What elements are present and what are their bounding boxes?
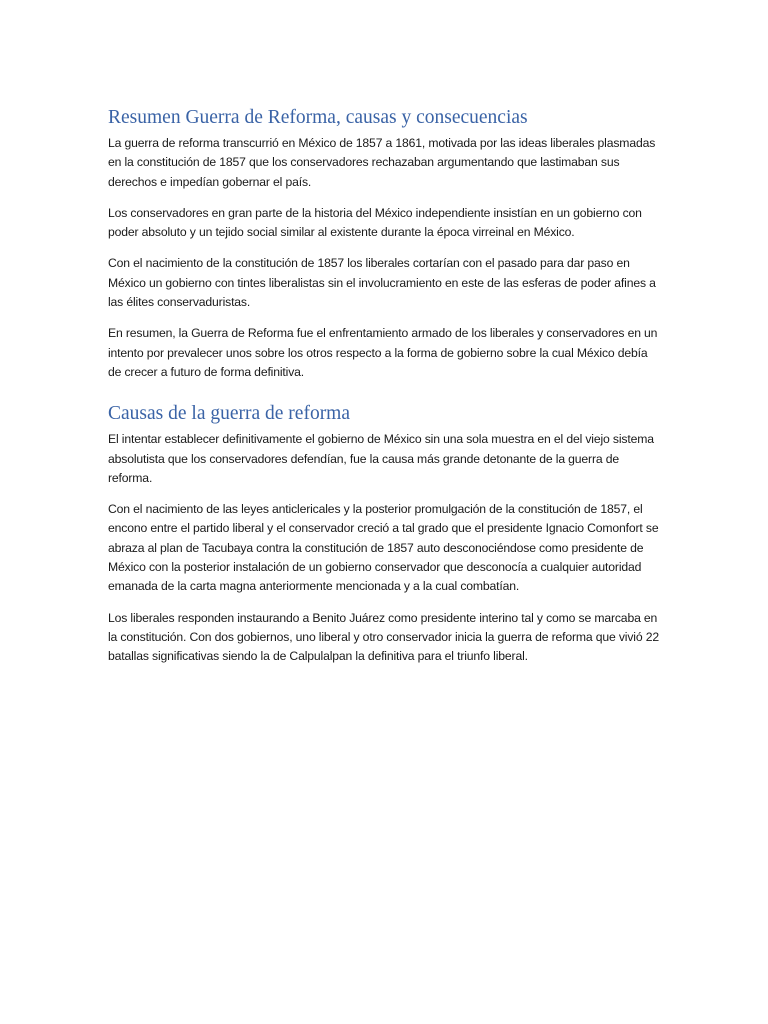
paragraph: La guerra de reforma transcurrió en México de 1857 a 1861, motivada por las ideas liberales plasmadas en la constitución de 1857 que los conservadores rechazaban argumentando que lastimaban sus derechos e impedían gobernar el país.: [108, 136, 656, 189]
section-heading-resumen: Resumen Guerra de Reforma, causas y consecuencias: [108, 107, 528, 128]
section-heading-causas: Causas de la guerra de reforma: [108, 403, 351, 425]
paragraph: En resumen, la Guerra de Reforma fue el enfrentamiento armado de los liberales y conservadores en un intento por prevalecer unos sobre los otros respecto a la forma de gobierno sobre la cual México debía de crecer a futuro de forma definitiva.: [108, 326, 658, 379]
paragraph: Los conservadores en gran parte de la historia del México independiente insistían en un gobierno con poder absoluto y un tejido social similar al existente durante la época virreinal en México.: [108, 205, 642, 240]
document-body: [108, 106, 664, 679]
paragraph: Con el nacimiento de la constitución de 1857 los liberales cortarían con el pasado para dar paso en México un gobierno con tintes liberalistas sin el involucramiento en este de las esferas de poder afines a las élites conservaduristas.: [108, 256, 656, 310]
paragraph: Los liberales responden instaurando a Benito Juárez como presidente interino tal y como se marcaba en la constitución. Con dos gobiernos, uno liberal y otro conservador inicia la guerra de reforma que vivió 22 batallas significativas siendo la de Calpulalpan la definitiva para el triunfo liberal.: [108, 610, 659, 664]
paragraph: El intentar establecer definitivamente el gobierno de México sin una sola muestra en el del viejo sistema absolutista que los conservadores defendían, fue la causa más grande detonante de la guerra de reforma.: [108, 432, 654, 485]
paragraph: Con el nacimiento de las leyes anticlericales y la posterior promulgación de la constitución de 1857, el encono entre el partido liberal y el conservador creció a tal grado que el presidente Ignacio Comonfort se abraza al plan de Tacubaya contra la constitución de 1857 auto desconociéndose como presidente de México con la posterior instalación de un gobierno conservador que desconocía a cualquier autoridad emanada de la carta magna anteriormente mencionada y a la cual combatían.: [108, 502, 659, 594]
